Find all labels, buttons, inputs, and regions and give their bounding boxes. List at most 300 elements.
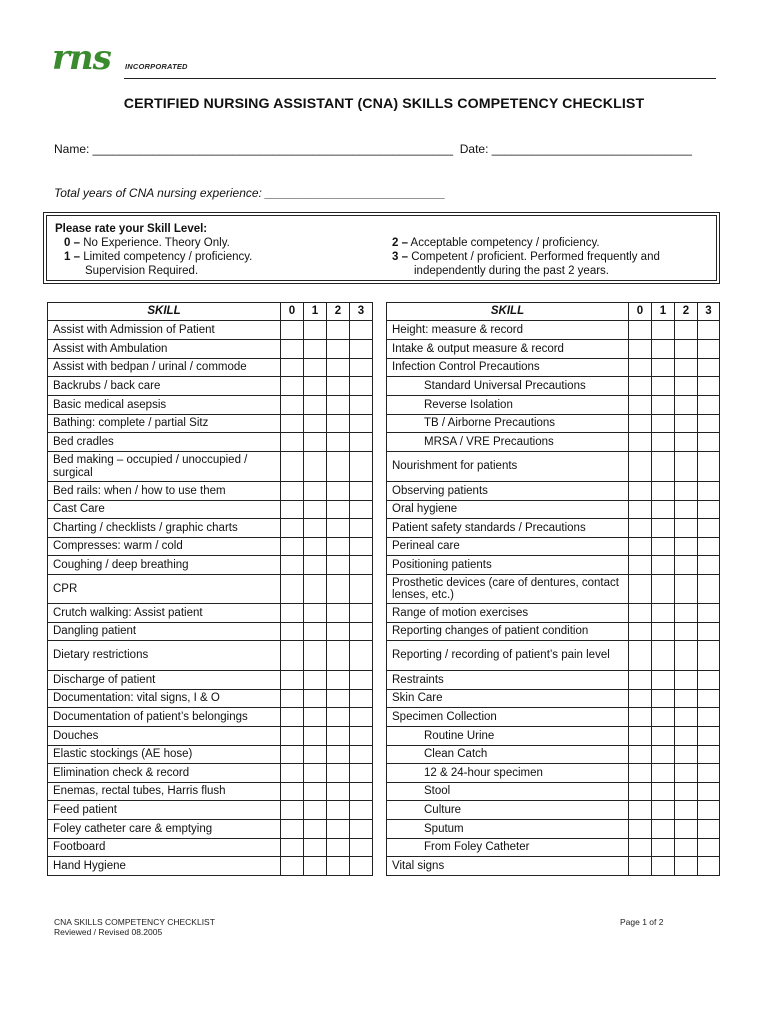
rating-cell-2[interactable] xyxy=(675,359,698,377)
rating-cell-0[interactable] xyxy=(281,377,304,396)
rating-cell-0[interactable] xyxy=(281,482,304,501)
rating-cell-2[interactable] xyxy=(675,604,698,623)
rating-cell-3[interactable] xyxy=(698,519,720,538)
rating-cell-0[interactable] xyxy=(629,482,652,501)
rating-cell-3[interactable] xyxy=(350,708,373,727)
rating-cell-1[interactable] xyxy=(652,482,675,501)
rating-cell-3[interactable] xyxy=(698,377,720,396)
level-0-column-header: 0 xyxy=(281,303,304,321)
table-row xyxy=(48,575,373,604)
rating-cell-1[interactable] xyxy=(652,820,675,839)
rating-cell-0[interactable] xyxy=(629,377,652,396)
rating-cell-2[interactable] xyxy=(675,575,698,604)
rating-cell-0[interactable] xyxy=(281,727,304,746)
company-logo xyxy=(52,40,252,80)
footer-page-number: Page 1 of 2 xyxy=(620,917,664,927)
table-row xyxy=(387,708,720,727)
rating-cell-1[interactable] xyxy=(652,452,675,482)
rating-cell-2[interactable] xyxy=(327,482,350,501)
skill-name: Prosthetic devices (care of dentures, contact lenses, etc.) xyxy=(387,575,629,604)
rating-cell-0[interactable] xyxy=(281,575,304,604)
rating-cell-1[interactable] xyxy=(652,857,675,876)
rating-cell-2[interactable] xyxy=(675,623,698,641)
rating-cell-2[interactable] xyxy=(327,604,350,623)
skill-name: Coughing / deep breathing xyxy=(48,556,281,575)
rating-cell-2[interactable] xyxy=(327,575,350,604)
rating-cell-3[interactable] xyxy=(698,359,720,377)
rating-cell-1[interactable] xyxy=(652,708,675,727)
rating-cell-2[interactable] xyxy=(675,727,698,746)
rating-cell-1[interactable] xyxy=(304,746,327,764)
rating-cell-3[interactable] xyxy=(698,452,720,482)
rating-cell-2[interactable] xyxy=(327,641,350,671)
rating-cell-2[interactable] xyxy=(675,415,698,433)
table-row xyxy=(48,396,373,415)
rating-cell-1[interactable] xyxy=(652,690,675,708)
experience-line[interactable]: Total years of CNA nursing experience: ___________________________ xyxy=(54,186,446,200)
rating-cell-1[interactable] xyxy=(304,764,327,783)
rating-cell-1[interactable] xyxy=(652,359,675,377)
rating-cell-3[interactable] xyxy=(698,857,720,876)
rating-cell-0[interactable] xyxy=(629,764,652,783)
table-row xyxy=(387,575,720,604)
skill-name: From Foley Catheter xyxy=(387,839,629,857)
rating-cell-0[interactable] xyxy=(281,623,304,641)
rating-cell-3[interactable] xyxy=(698,764,720,783)
rating-cell-1[interactable] xyxy=(304,857,327,876)
table-row xyxy=(387,359,720,377)
rating-cell-1[interactable] xyxy=(304,501,327,519)
rating-cell-2[interactable] xyxy=(675,857,698,876)
rating-cell-1[interactable] xyxy=(652,377,675,396)
level-1-column-header: 1 xyxy=(652,303,675,321)
rating-cell-2[interactable] xyxy=(675,839,698,857)
rating-cell-1[interactable] xyxy=(652,801,675,820)
rating-cell-3[interactable] xyxy=(698,415,720,433)
table-row xyxy=(48,452,373,482)
rating-cell-3[interactable] xyxy=(350,801,373,820)
rating-cell-3[interactable] xyxy=(698,690,720,708)
rating-cell-2[interactable] xyxy=(675,671,698,690)
rating-cell-1[interactable] xyxy=(304,641,327,671)
rating-cell-0[interactable] xyxy=(281,690,304,708)
skill-name: Bed making – occupied / unoccupied / surgical xyxy=(48,452,281,482)
skills-table-left xyxy=(47,302,373,876)
rating-cell-0[interactable] xyxy=(281,641,304,671)
rating-level-1-continued: Supervision Required. xyxy=(85,265,199,277)
rating-cell-2[interactable] xyxy=(327,708,350,727)
rating-cell-1[interactable] xyxy=(652,556,675,575)
skill-name: Reverse Isolation xyxy=(387,396,629,415)
rating-cell-1[interactable] xyxy=(304,556,327,575)
skill-name: Compresses: warm / cold xyxy=(48,538,281,556)
rating-cell-0[interactable] xyxy=(629,415,652,433)
skill-name: TB / Airborne Precautions xyxy=(387,415,629,433)
rating-cell-2[interactable] xyxy=(327,764,350,783)
rating-level-0-num: 0 – xyxy=(64,237,80,249)
rating-cell-2[interactable] xyxy=(675,708,698,727)
rating-cell-0[interactable] xyxy=(281,359,304,377)
rating-cell-0[interactable] xyxy=(281,783,304,801)
rating-cell-0[interactable] xyxy=(629,556,652,575)
rating-cell-2[interactable] xyxy=(327,690,350,708)
rating-cell-1[interactable] xyxy=(652,321,675,340)
rating-cell-1[interactable] xyxy=(304,623,327,641)
rating-cell-3[interactable] xyxy=(698,538,720,556)
skill-name: Oral hygiene xyxy=(387,501,629,519)
rating-cell-0[interactable] xyxy=(281,604,304,623)
rating-cell-3[interactable] xyxy=(698,623,720,641)
rating-cell-1[interactable] xyxy=(652,783,675,801)
rating-cell-0[interactable] xyxy=(629,783,652,801)
table-row xyxy=(387,690,720,708)
rating-cell-2[interactable] xyxy=(675,641,698,671)
rating-cell-1[interactable] xyxy=(304,839,327,857)
rating-cell-1[interactable] xyxy=(304,519,327,538)
rating-cell-1[interactable] xyxy=(652,501,675,519)
rating-cell-3[interactable] xyxy=(350,623,373,641)
table-row xyxy=(48,801,373,820)
rating-cell-1[interactable] xyxy=(304,359,327,377)
rating-cell-1[interactable] xyxy=(304,820,327,839)
table-row xyxy=(387,433,720,452)
rating-cell-2[interactable] xyxy=(327,783,350,801)
rating-cell-1[interactable] xyxy=(304,452,327,482)
skill-name: Height: measure & record xyxy=(387,321,629,340)
rating-cell-2[interactable] xyxy=(327,452,350,482)
rating-cell-2[interactable] xyxy=(327,857,350,876)
rating-cell-3[interactable] xyxy=(698,801,720,820)
rating-cell-3[interactable] xyxy=(698,783,720,801)
rating-cell-1[interactable] xyxy=(652,340,675,359)
rating-cell-3[interactable] xyxy=(350,519,373,538)
rating-cell-0[interactable] xyxy=(281,556,304,575)
rating-cell-3[interactable] xyxy=(698,671,720,690)
skill-name: Assist with Admission of Patient xyxy=(48,321,281,340)
level-0-column-header: 0 xyxy=(629,303,652,321)
rating-cell-2[interactable] xyxy=(327,746,350,764)
rating-cell-1[interactable] xyxy=(652,396,675,415)
rating-cell-0[interactable] xyxy=(629,746,652,764)
rating-cell-2[interactable] xyxy=(327,801,350,820)
rating-legend-box xyxy=(43,212,720,284)
rating-cell-0[interactable] xyxy=(629,690,652,708)
rating-cell-0[interactable] xyxy=(629,708,652,727)
table-row xyxy=(48,433,373,452)
rating-cell-0[interactable] xyxy=(629,396,652,415)
rating-cell-1[interactable] xyxy=(652,538,675,556)
table-row xyxy=(387,839,720,857)
rating-cell-1[interactable] xyxy=(304,415,327,433)
table-row xyxy=(387,538,720,556)
table-row xyxy=(387,671,720,690)
rating-cell-2[interactable] xyxy=(327,396,350,415)
rating-cell-0[interactable] xyxy=(281,820,304,839)
rating-cell-3[interactable] xyxy=(698,396,720,415)
rating-cell-3[interactable] xyxy=(350,377,373,396)
skill-name: CPR xyxy=(48,575,281,604)
rating-cell-3[interactable] xyxy=(698,839,720,857)
rating-cell-0[interactable] xyxy=(281,452,304,482)
skill-name: Stool xyxy=(387,783,629,801)
rating-cell-2[interactable] xyxy=(675,396,698,415)
rating-cell-0[interactable] xyxy=(281,415,304,433)
rating-cell-2[interactable] xyxy=(327,839,350,857)
rating-cell-2[interactable] xyxy=(327,538,350,556)
rating-cell-3[interactable] xyxy=(698,708,720,727)
rating-cell-1[interactable] xyxy=(304,340,327,359)
rating-cell-1[interactable] xyxy=(652,727,675,746)
rating-cell-1[interactable] xyxy=(652,746,675,764)
rating-cell-2[interactable] xyxy=(675,321,698,340)
skill-name: Douches xyxy=(48,727,281,746)
table-row xyxy=(48,482,373,501)
rating-cell-3[interactable] xyxy=(350,857,373,876)
rating-cell-3[interactable] xyxy=(350,575,373,604)
rating-cell-2[interactable] xyxy=(675,433,698,452)
rating-cell-3[interactable] xyxy=(350,452,373,482)
rating-cell-3[interactable] xyxy=(698,727,720,746)
rating-cell-3[interactable] xyxy=(350,727,373,746)
rating-cell-0[interactable] xyxy=(629,857,652,876)
footer-document-name: CNA SKILLS COMPETENCY CHECKLIST xyxy=(54,917,215,927)
rating-cell-3[interactable] xyxy=(698,433,720,452)
rating-cell-0[interactable] xyxy=(629,641,652,671)
rating-legend-title: Please rate your Skill Level: xyxy=(55,223,208,235)
rating-cell-3[interactable] xyxy=(350,671,373,690)
rating-cell-2[interactable] xyxy=(327,377,350,396)
rating-cell-1[interactable] xyxy=(652,415,675,433)
rating-cell-3[interactable] xyxy=(698,501,720,519)
skill-name: Elastic stockings (AE hose) xyxy=(48,746,281,764)
table-row xyxy=(48,820,373,839)
rating-cell-3[interactable] xyxy=(350,764,373,783)
rating-cell-2[interactable] xyxy=(675,556,698,575)
rating-cell-3[interactable] xyxy=(698,641,720,671)
rating-cell-0[interactable] xyxy=(629,433,652,452)
rating-cell-2[interactable] xyxy=(675,482,698,501)
rating-cell-0[interactable] xyxy=(281,671,304,690)
rating-cell-1[interactable] xyxy=(652,604,675,623)
rating-cell-3[interactable] xyxy=(698,746,720,764)
rating-cell-1[interactable] xyxy=(304,604,327,623)
logo-mark: rns xyxy=(52,38,111,78)
rating-cell-0[interactable] xyxy=(629,359,652,377)
table-header-row xyxy=(387,303,720,321)
rating-cell-1[interactable] xyxy=(304,377,327,396)
rating-cell-0[interactable] xyxy=(629,801,652,820)
rating-cell-1[interactable] xyxy=(304,575,327,604)
level-2-column-header: 2 xyxy=(327,303,350,321)
rating-cell-0[interactable] xyxy=(629,820,652,839)
rating-cell-2[interactable] xyxy=(675,690,698,708)
rating-cell-0[interactable] xyxy=(281,746,304,764)
rating-cell-1[interactable] xyxy=(304,321,327,340)
skill-name: Range of motion exercises xyxy=(387,604,629,623)
table-row xyxy=(48,783,373,801)
rating-cell-3[interactable] xyxy=(350,604,373,623)
rating-cell-0[interactable] xyxy=(629,538,652,556)
rating-cell-0[interactable] xyxy=(281,538,304,556)
rating-cell-2[interactable] xyxy=(327,820,350,839)
rating-cell-3[interactable] xyxy=(350,359,373,377)
rating-cell-1[interactable] xyxy=(652,623,675,641)
rating-cell-3[interactable] xyxy=(698,556,720,575)
rating-level-0-text: No Experience. Theory Only. xyxy=(80,237,230,249)
rating-cell-2[interactable] xyxy=(327,623,350,641)
rating-cell-0[interactable] xyxy=(281,321,304,340)
rating-cell-1[interactable] xyxy=(652,433,675,452)
rating-cell-0[interactable] xyxy=(281,396,304,415)
rating-cell-3[interactable] xyxy=(350,641,373,671)
table-row xyxy=(387,519,720,538)
rating-cell-3[interactable] xyxy=(350,690,373,708)
table-row xyxy=(387,556,720,575)
rating-cell-0[interactable] xyxy=(281,433,304,452)
rating-cell-1[interactable] xyxy=(652,671,675,690)
rating-cell-2[interactable] xyxy=(327,340,350,359)
rating-cell-1[interactable] xyxy=(652,839,675,857)
rating-cell-2[interactable] xyxy=(675,501,698,519)
rating-cell-0[interactable] xyxy=(629,727,652,746)
rating-level-1-text: Limited competency / proficiency. xyxy=(80,251,253,263)
table-row xyxy=(387,801,720,820)
rating-cell-1[interactable] xyxy=(652,519,675,538)
rating-cell-0[interactable] xyxy=(629,501,652,519)
rating-cell-3[interactable] xyxy=(350,501,373,519)
rating-cell-3[interactable] xyxy=(698,340,720,359)
table-row xyxy=(387,641,720,671)
rating-cell-0[interactable] xyxy=(629,604,652,623)
rating-cell-3[interactable] xyxy=(350,839,373,857)
table-header-row xyxy=(48,303,373,321)
rating-cell-0[interactable] xyxy=(629,671,652,690)
skill-name: Observing patients xyxy=(387,482,629,501)
rating-cell-3[interactable] xyxy=(698,820,720,839)
rating-cell-3[interactable] xyxy=(350,556,373,575)
rating-cell-0[interactable] xyxy=(629,340,652,359)
rating-cell-0[interactable] xyxy=(629,575,652,604)
rating-cell-3[interactable] xyxy=(698,482,720,501)
rating-cell-2[interactable] xyxy=(327,556,350,575)
rating-cell-3[interactable] xyxy=(350,538,373,556)
rating-cell-3[interactable] xyxy=(698,575,720,604)
rating-cell-0[interactable] xyxy=(281,708,304,727)
skill-name: Discharge of patient xyxy=(48,671,281,690)
skill-name: Reporting / recording of patient’s pain level xyxy=(387,641,629,671)
rating-cell-2[interactable] xyxy=(327,359,350,377)
rating-cell-0[interactable] xyxy=(281,857,304,876)
rating-level-2-num: 2 – xyxy=(392,237,408,249)
footer-revision: Reviewed / Revised 08.2005 xyxy=(54,927,163,937)
table-row xyxy=(387,727,720,746)
rating-cell-3[interactable] xyxy=(698,604,720,623)
rating-cell-2[interactable] xyxy=(675,340,698,359)
rating-cell-3[interactable] xyxy=(698,321,720,340)
name-date-line[interactable]: Name: ______________________________________________________ Date: ______________________________ xyxy=(54,142,692,156)
rating-cell-1[interactable] xyxy=(304,433,327,452)
rating-cell-1[interactable] xyxy=(652,764,675,783)
rating-cell-0[interactable] xyxy=(281,501,304,519)
rating-cell-3[interactable] xyxy=(350,820,373,839)
rating-cell-3[interactable] xyxy=(350,783,373,801)
rating-cell-3[interactable] xyxy=(350,321,373,340)
rating-cell-1[interactable] xyxy=(304,538,327,556)
table-row xyxy=(387,452,720,482)
rating-cell-2[interactable] xyxy=(327,501,350,519)
rating-cell-1[interactable] xyxy=(652,575,675,604)
skills-table-right-body xyxy=(387,321,720,876)
rating-level-3 xyxy=(392,250,660,264)
rating-cell-2[interactable] xyxy=(327,671,350,690)
rating-cell-3[interactable] xyxy=(350,396,373,415)
rating-cell-0[interactable] xyxy=(281,801,304,820)
rating-cell-3[interactable] xyxy=(350,482,373,501)
table-row xyxy=(387,857,720,876)
rating-cell-0[interactable] xyxy=(281,519,304,538)
skill-name: MRSA / VRE Precautions xyxy=(387,433,629,452)
rating-cell-2[interactable] xyxy=(675,746,698,764)
rating-cell-2[interactable] xyxy=(675,452,698,482)
table-row xyxy=(48,538,373,556)
rating-cell-0[interactable] xyxy=(629,519,652,538)
rating-cell-2[interactable] xyxy=(675,519,698,538)
rating-cell-1[interactable] xyxy=(652,641,675,671)
rating-cell-2[interactable] xyxy=(327,519,350,538)
rating-cell-2[interactable] xyxy=(327,727,350,746)
rating-cell-2[interactable] xyxy=(327,415,350,433)
rating-cell-2[interactable] xyxy=(675,764,698,783)
rating-cell-2[interactable] xyxy=(675,801,698,820)
table-row xyxy=(387,415,720,433)
rating-cell-1[interactable] xyxy=(304,671,327,690)
rating-cell-1[interactable] xyxy=(304,396,327,415)
table-row xyxy=(48,708,373,727)
rating-cell-2[interactable] xyxy=(675,783,698,801)
rating-cell-3[interactable] xyxy=(350,433,373,452)
rating-cell-2[interactable] xyxy=(327,433,350,452)
skill-name: Reporting changes of patient condition xyxy=(387,623,629,641)
rating-cell-1[interactable] xyxy=(304,482,327,501)
rating-cell-0[interactable] xyxy=(629,839,652,857)
rating-cell-1[interactable] xyxy=(304,783,327,801)
rating-level-2-text: Acceptable competency / proficiency. xyxy=(408,237,600,249)
rating-cell-2[interactable] xyxy=(327,321,350,340)
rating-cell-3[interactable] xyxy=(350,340,373,359)
rating-cell-3[interactable] xyxy=(350,415,373,433)
rating-cell-1[interactable] xyxy=(304,708,327,727)
rating-cell-0[interactable] xyxy=(281,839,304,857)
rating-cell-0[interactable] xyxy=(629,321,652,340)
table-row xyxy=(48,340,373,359)
rating-cell-0[interactable] xyxy=(629,452,652,482)
rating-cell-1[interactable] xyxy=(304,727,327,746)
rating-cell-0[interactable] xyxy=(629,623,652,641)
rating-cell-1[interactable] xyxy=(304,690,327,708)
rating-cell-3[interactable] xyxy=(350,746,373,764)
rating-cell-2[interactable] xyxy=(675,538,698,556)
skill-name: Clean Catch xyxy=(387,746,629,764)
rating-cell-2[interactable] xyxy=(675,820,698,839)
rating-cell-0[interactable] xyxy=(281,340,304,359)
rating-cell-1[interactable] xyxy=(304,801,327,820)
rating-cell-0[interactable] xyxy=(281,764,304,783)
table-row xyxy=(48,377,373,396)
table-row xyxy=(387,746,720,764)
skill-name: Bathing: complete / partial Sitz xyxy=(48,415,281,433)
skill-name: Footboard xyxy=(48,839,281,857)
rating-cell-2[interactable] xyxy=(675,377,698,396)
